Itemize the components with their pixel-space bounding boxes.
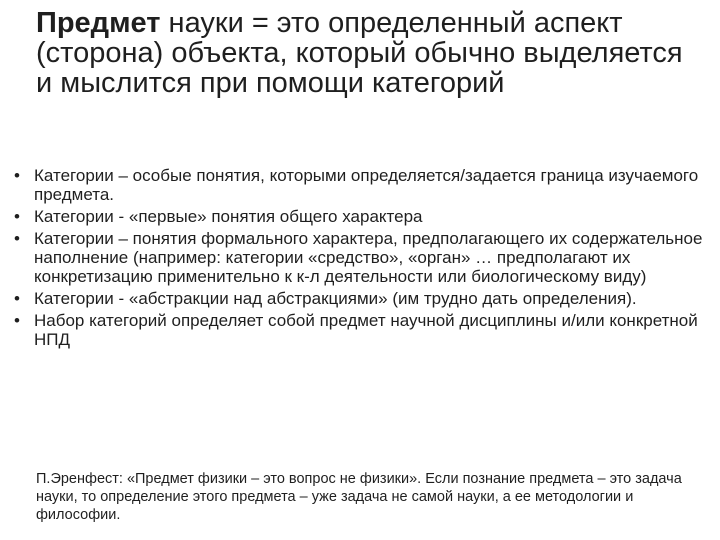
bullet-item <box>14 166 704 204</box>
slide-title <box>36 8 706 98</box>
bullet-list <box>14 166 704 352</box>
bullet-text: Набор категорий определяет собой предмет научной дисциплины и/или конкретной НПД <box>34 311 698 349</box>
bullet-dot-icon: • <box>14 207 20 226</box>
bullet-dot-icon: • <box>14 166 20 185</box>
bullet-dot-icon: • <box>14 229 20 248</box>
title-definition: науки = это определенный аспект (сторона) объекта, который обычно выделяется и мыслится при помощи категорий <box>36 7 683 99</box>
bullet-text: Категории – особые понятия, которыми определяется/задается граница изучаемого предмета. <box>34 166 699 204</box>
bullet-text: Категории – понятия формального характера, предполагающего их содержательное наполнение (например: категории «средство», «орган» … предполагают их конкретизацию применительно к к-л деятельности или биологическому виду) <box>34 229 703 286</box>
ehrenfest-quote: П.Эренфест: «Предмет физики – это вопрос не физики». Если познание предмета – это задача науки, то определение этого предмета – уже задача не самой науки, а ее методологии и философии. <box>36 471 682 523</box>
bullet-dot-icon: • <box>14 289 20 308</box>
bullet-text: Категории - «абстракции над абстракциями» (им трудно дать определения). <box>34 289 637 308</box>
bullet-item <box>14 207 704 226</box>
bullet-text: Категории - «первые» понятия общего характера <box>34 207 423 226</box>
title-bold-term: Предмет <box>36 7 161 39</box>
bullet-dot-icon: • <box>14 311 20 330</box>
bullet-item <box>14 229 704 286</box>
bullet-item <box>14 311 704 349</box>
bullet-item <box>14 289 704 308</box>
